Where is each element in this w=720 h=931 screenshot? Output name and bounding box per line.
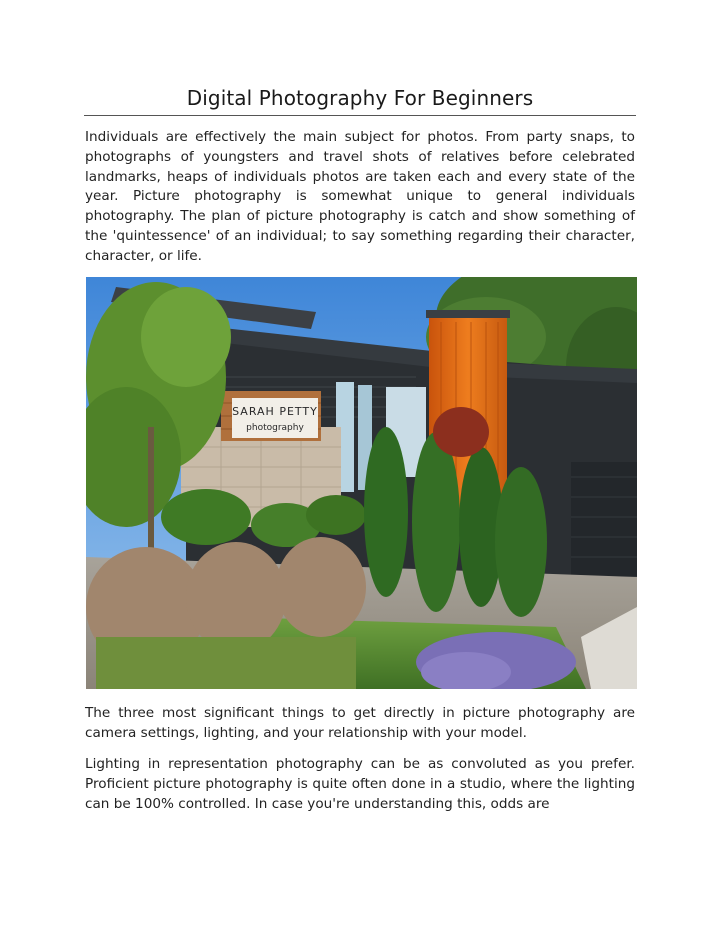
paragraph-key-things: The three most significant things to get directly in picture photography are camera settings, lighting, and your relationship with your model. (85, 705, 635, 741)
page-title: Digital Photography For Beginners (186, 86, 534, 110)
paragraph-intro: Individuals are effectively the main subject for photos. From party snaps, to photographs of youngsters and travel shots of relatives before celebrated landmarks, heaps of individuals photos are taken each and every state of the year. Picture photography is somewhat unique to general individuals photography. The plan of picture photography is catch and show something of the 'quintessence' of an individual; to say something regarding their character, character, or life. (85, 129, 635, 264)
paragraph-lighting: Lighting in representation photography can be as convoluted as you prefer. Proficient picture photography is quite often done in a studio, where the lighting can be 100% controlled. In case you're understanding this, odds are (85, 756, 635, 812)
studio-exterior-photo (86, 277, 637, 689)
sign-subtitle-text: photography (246, 423, 304, 433)
title-divider (84, 115, 636, 116)
sign-name-text: SARAH PETTY (232, 405, 318, 418)
